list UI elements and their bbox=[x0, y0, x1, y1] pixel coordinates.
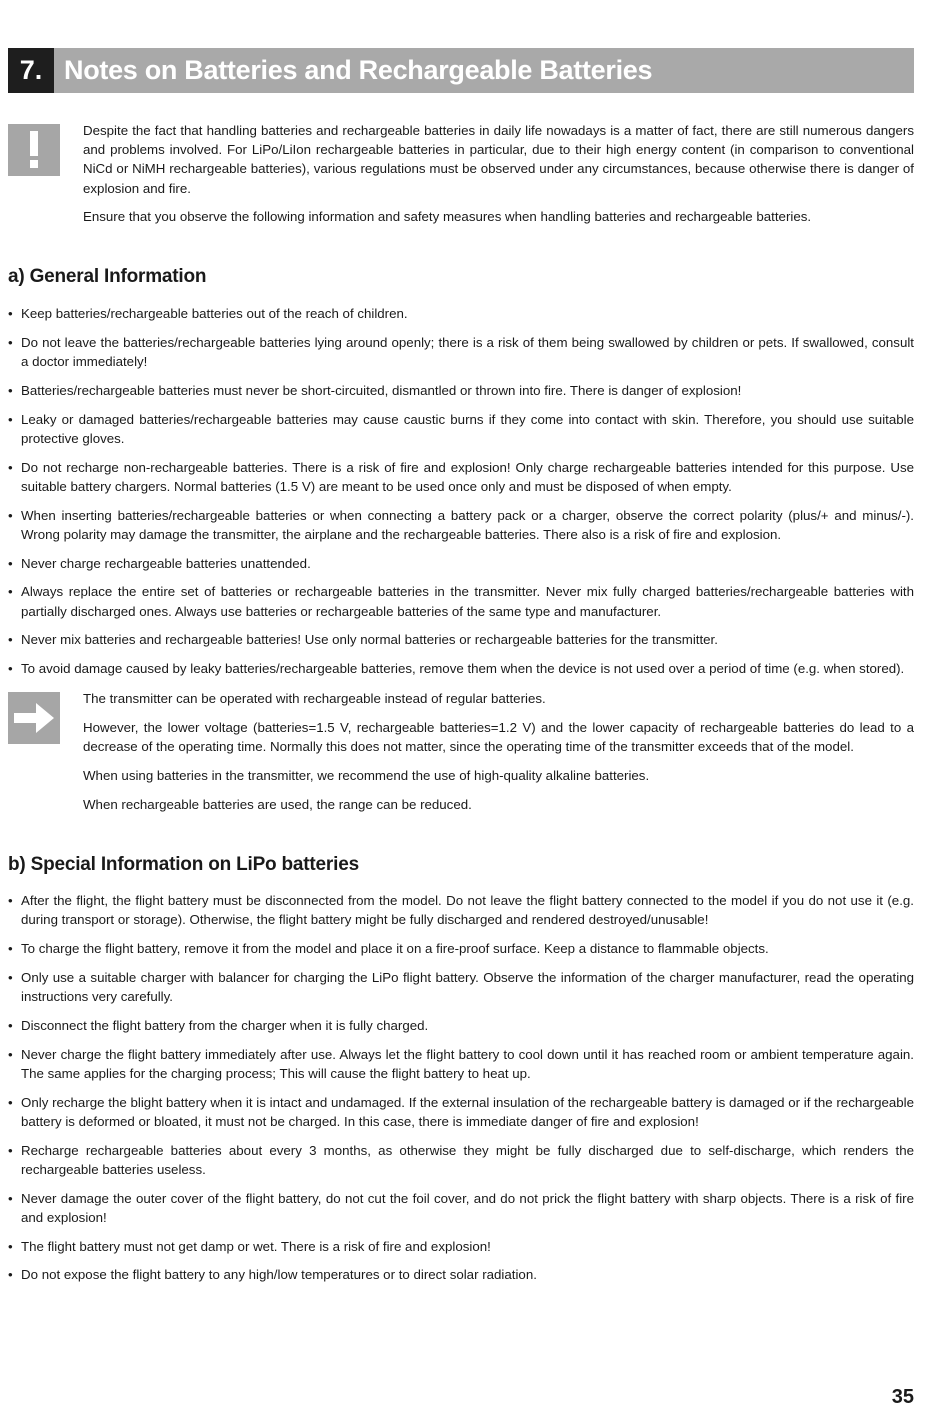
list-item: • Always replace the entire set of batteries or rechargeable batteries in the transmitter. Never mix fully charged batteries/rechargeable batteries with partially discharged ones. Always use batteries or rechargeable batteries of the same type and manufacturer. bbox=[8, 582, 914, 620]
list-item: • Only recharge the blight battery when it is intact and undamaged. If the external insulation of the rechargeable battery is damaged or if the rechargeable battery is deformed or bloated, it must not be charged. In this case, there is immediate danger of fire and explosion! bbox=[8, 1093, 914, 1131]
list-item: • Leaky or damaged batteries/rechargeable batteries may cause caustic burns if they come into contact with skin. Therefore, you should use suitable protective gloves. bbox=[8, 410, 914, 448]
list-item: • Never mix batteries and rechargeable batteries! Use only normal batteries or rechargeable batteries for the transmitter. bbox=[8, 630, 914, 649]
tip-paragraph: When rechargeable batteries are used, the range can be reduced. bbox=[83, 796, 472, 812]
page-number: 35 bbox=[891, 1386, 914, 1408]
section-title: Notes on Batteries and Rechargeable Batteries bbox=[64, 55, 653, 85]
list-item: • Do not leave the batteries/rechargeable batteries lying around openly; there is a risk of them being swallowed by children or pets. If swallowed, consult a doctor immediately! bbox=[8, 333, 914, 371]
list-item: • Do not expose the flight battery to any high/low temperatures or to direct solar radiation. bbox=[8, 1265, 914, 1284]
arrow-right-icon bbox=[8, 692, 60, 744]
tip-paragraph: However, the lower voltage (batteries=1.5 V, rechargeable batteries=1.2 V) and the lower capacity of rechargeable batteries do lead to a decrease of the operating time. Normally this does not matter, since the operating time of the transmitter exceeds that of the model. bbox=[83, 719, 914, 754]
tip-paragraph: When using batteries in the transmitter, we recommend the use of high-quality alkaline batteries. bbox=[83, 767, 650, 783]
list-item: • Only use a suitable charger with balancer for charging the LiPo flight battery. Observe the information of the charger manufacturer, read the operating instructions very carefully. bbox=[8, 968, 914, 1006]
list-item: • After the flight, the flight battery must be disconnected from the model. Do not leave the flight battery connected to the model if you do not use it (e.g. during transport or storage). Otherwise, the flight battery might be fully discharged and rendered destroyed/unusable! bbox=[8, 891, 914, 929]
general-info-list bbox=[8, 304, 914, 688]
tip-block bbox=[83, 689, 914, 823]
list-item: • To avoid damage caused by leaky batteries/rechargeable batteries, remove them when the device is not used over a period of time (e.g. when stored). bbox=[8, 659, 914, 678]
list-item: • When inserting batteries/rechargeable batteries or when connecting a battery pack or a charger, observe the correct polarity (plus/+ and minus/-). Wrong polarity may damage the transmitter, the airplane and the rechargeable batteries. There also is a risk of fire and explosion. bbox=[8, 506, 914, 544]
list-item: • Never charge rechargeable batteries unattended. bbox=[8, 554, 914, 573]
intro-block bbox=[83, 121, 914, 236]
list-item: • Do not recharge non-rechargeable batteries. There is a risk of fire and explosion! Only charge rechargeable batteries intended for this purpose. Use suitable battery chargers. Normal batteries (1.5 V) are meant to be used once only and must be disposed of when empty. bbox=[8, 458, 914, 496]
tip-paragraph: The transmitter can be operated with rechargeable instead of regular batteries. bbox=[83, 691, 546, 706]
list-item: • Never damage the outer cover of the flight battery, do not cut the foil cover, and do not prick the flight battery with sharp objects. There is a risk of fire and explosion! bbox=[8, 1189, 914, 1227]
list-item: • Recharge rechargeable batteries about every 3 months, as otherwise they might be fully discharged due to self-discharge, which renders the rechargeable batteries useless. bbox=[8, 1141, 914, 1179]
lipo-info-list bbox=[8, 891, 914, 1294]
exclamation-icon bbox=[8, 124, 60, 176]
intro-paragraph: Ensure that you observe the following information and safety measures when handling batteries and rechargeable batteries. bbox=[83, 209, 812, 225]
list-item: • Never charge the flight battery immediately after use. Always let the flight battery to cool down until it has reached room or ambient temperature again. The same applies for the charging process; This will cause the flight battery to heat up. bbox=[8, 1045, 914, 1083]
section-a-title: a) General Information bbox=[8, 266, 207, 287]
section-b-title: b) Special Information on LiPo batteries bbox=[8, 854, 359, 875]
list-item: • The flight battery must not get damp or wet. There is a risk of fire and explosion! bbox=[8, 1237, 914, 1256]
section-header bbox=[8, 48, 914, 93]
list-item: • Disconnect the flight battery from the charger when it is fully charged. bbox=[8, 1016, 914, 1035]
list-item: • Keep batteries/rechargeable batteries out of the reach of children. bbox=[8, 304, 914, 323]
list-item: • To charge the flight battery, remove it from the model and place it on a fire-proof surface. Keep a distance to flammable objects. bbox=[8, 939, 914, 958]
intro-paragraph: Despite the fact that handling batteries and rechargeable batteries in daily life nowadays is a matter of fact, there are still numerous dangers and problems involved. For LiPo/LiIon rechargeable batteries in particular, due to their high energy content (in comparison to conventional NiCd or NiMH rechargeable batteries), various regulations must be observed under any circumstances, because otherwise there is danger of explosion and fire. bbox=[83, 123, 914, 196]
section-number: 7. bbox=[8, 48, 54, 93]
list-item: • Batteries/rechargeable batteries must never be short-circuited, dismantled or thrown into fire. There is danger of explosion! bbox=[8, 381, 914, 400]
